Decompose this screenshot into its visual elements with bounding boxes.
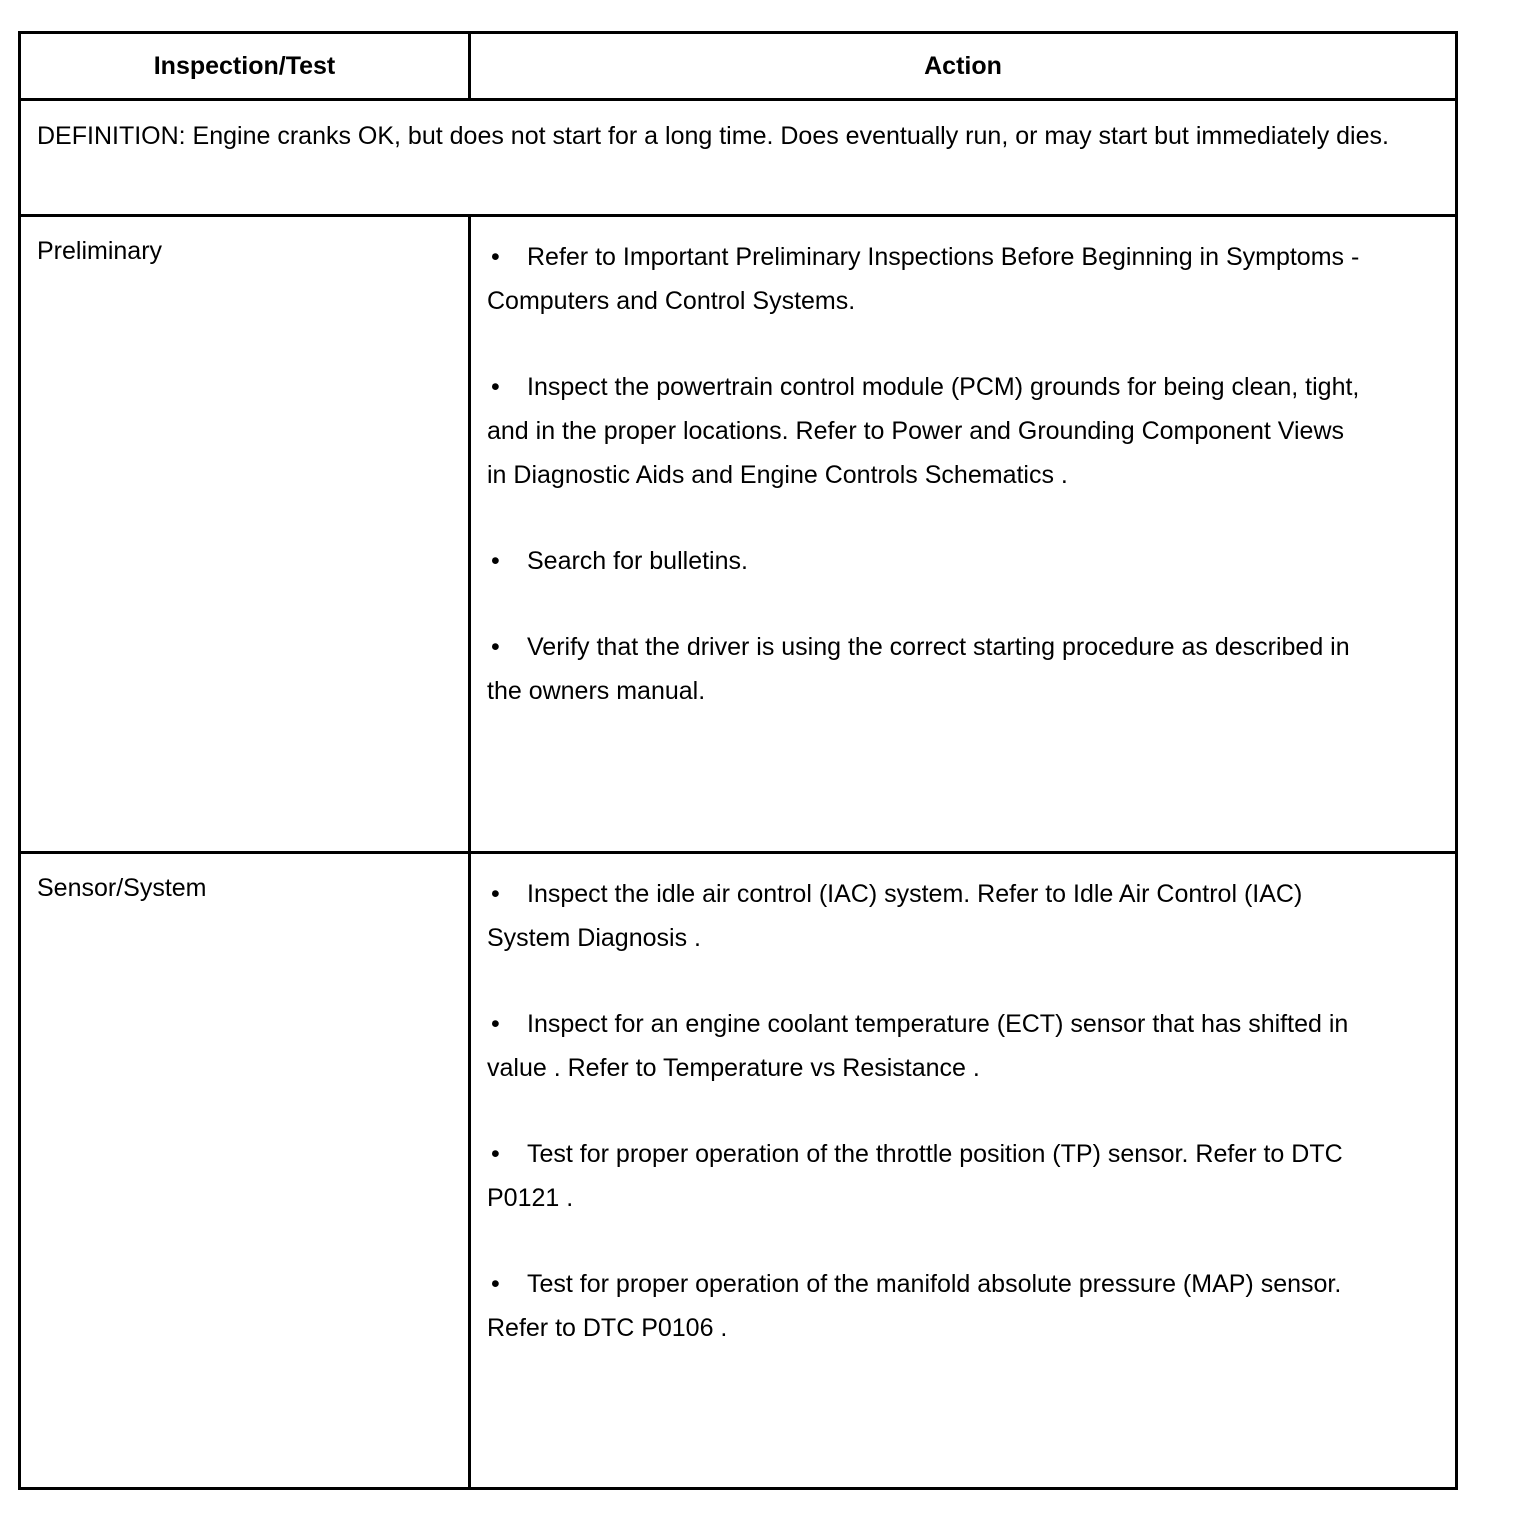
list-item: [487, 872, 1365, 960]
header-row: [20, 33, 1457, 100]
list-item: [487, 539, 1365, 583]
row-label-preliminary: Preliminary: [20, 216, 470, 853]
action-list-sensor-system: [470, 853, 1457, 1489]
action-text: Test for proper operation of the throttle position (TP) sensor. Refer to DTC P0121 .: [487, 1140, 1343, 1212]
action-list-preliminary: [470, 216, 1457, 853]
bullet-icon: •: [491, 373, 500, 401]
action-text: Search for bulletins.: [527, 547, 748, 575]
list-item: [487, 235, 1365, 323]
list-item: [487, 1262, 1365, 1350]
diagnostic-table: [18, 31, 1458, 1490]
row-label-sensor-system: Sensor/System: [20, 853, 470, 1489]
header-action: Action: [470, 33, 1457, 100]
table-row: [20, 853, 1457, 1489]
header-inspection-test: Inspection/Test: [20, 33, 470, 100]
list-item: [487, 1132, 1365, 1220]
bullet-icon: •: [491, 880, 500, 908]
bullet-icon: •: [491, 1010, 500, 1038]
list-item: [487, 625, 1365, 713]
definition-text: DEFINITION: Engine cranks OK, but does not start for a long time. Does eventually run, or may start but immediately dies.: [20, 100, 1457, 216]
table-row: [20, 216, 1457, 853]
bullet-icon: •: [491, 633, 500, 661]
action-text: Inspect for an engine coolant temperature (ECT) sensor that has shifted in value . Refer to Temperature vs Resistance .: [487, 1010, 1349, 1082]
definition-row: [20, 100, 1457, 216]
list-item: [487, 365, 1365, 497]
action-text: Test for proper operation of the manifold absolute pressure (MAP) sensor. Refer to DTC P0106 .: [487, 1270, 1342, 1342]
bullet-icon: •: [491, 243, 500, 271]
list-item: [487, 1002, 1365, 1090]
bullet-icon: •: [491, 1270, 500, 1298]
action-text: Inspect the idle air control (IAC) system. Refer to Idle Air Control (IAC) System Diagnosis .: [487, 880, 1303, 952]
action-text: Verify that the driver is using the correct starting procedure as described in the owners manual.: [487, 633, 1350, 705]
action-text: Inspect the powertrain control module (PCM) grounds for being clean, tight, and in the proper locations. Refer to Power and Grounding Component Views in Diagnostic Aids and Engine Controls Schematics .: [487, 373, 1360, 489]
action-text: Refer to Important Preliminary Inspections Before Beginning in Symptoms - Computers and Control Systems.: [487, 243, 1360, 315]
bullet-icon: •: [491, 547, 500, 575]
bullet-icon: •: [491, 1140, 500, 1168]
